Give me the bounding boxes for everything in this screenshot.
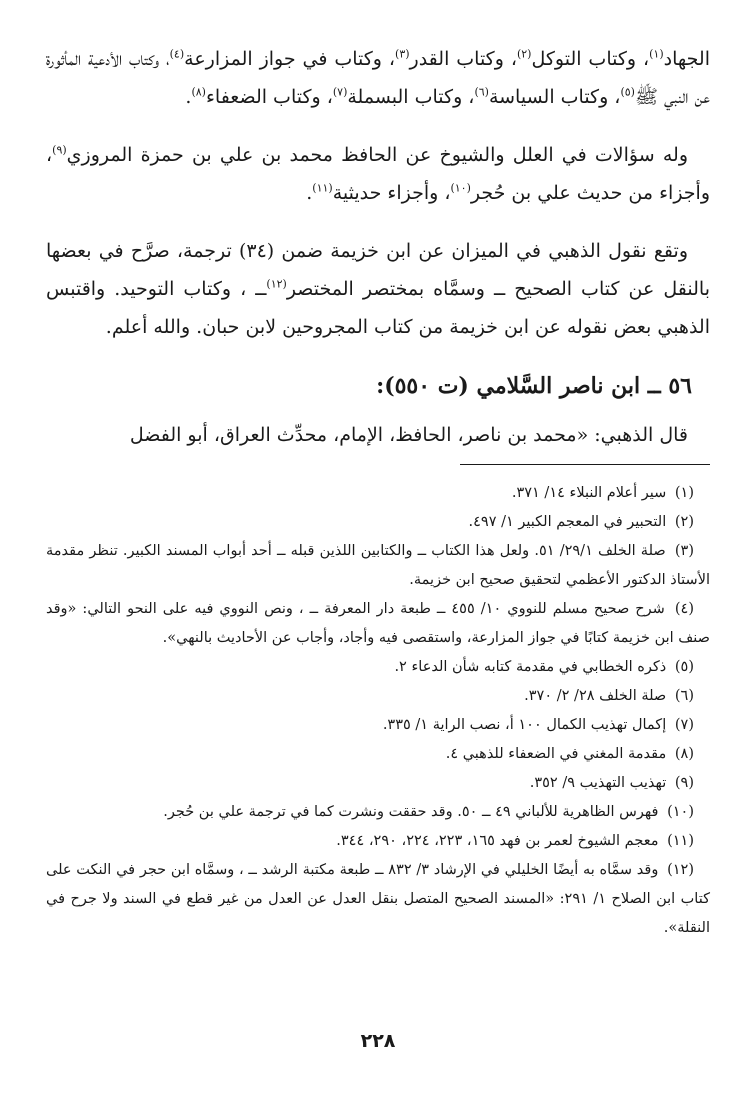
entry-heading: ٥٦ ــ ابن ناصر السَّلامي (ت ٥٥٠): — [376, 373, 692, 399]
paragraph-text: ، وأجزاء من حديث علي بن حُجر — [46, 144, 710, 204]
footnote-ref: (٣) — [395, 47, 410, 61]
footnote-item: (٢) التحبير في المعجم الكبير ١/ ٤٩٧. — [468, 514, 694, 530]
paragraph-dhahabi-citations — [46, 232, 710, 346]
page-number: ٢٢٨ — [360, 1030, 396, 1052]
footnote-ref: (٢) — [516, 47, 532, 61]
footnote-ref: (٦) — [474, 85, 489, 99]
footnotes-list — [46, 479, 710, 943]
paragraph-text: ، وكتاب القدر — [409, 48, 517, 70]
paragraph-text: ــ ، وكتاب التوحيد. واقتبس الذهبي بعض نقوله عن ابن خزيمة من كتاب المجروحين لابن حبان. والله أعلم. — [46, 278, 710, 338]
footnote-ref: (٧) — [332, 85, 348, 99]
paragraph-text: ، وكتاب الضعفاء — [205, 86, 333, 108]
paragraph-text: ، وكتاب في جواز المزارعة — [184, 48, 396, 70]
footnote-ref: (١٢) — [266, 277, 287, 291]
footnote-item: (٤) شرح صحيح مسلم للنووي ١٠/ ٤٥٥ ــ طبعة دار المعرفة ــ ، ونص النووي فيه على النحو التالي: «وقد صنف ابن خزيمة كتابًا في جواز المزارعة، واستقصى فيه وأجاد، وأجاب عن الأحاديث بالنهي». — [46, 601, 710, 646]
footnote-separator — [460, 464, 710, 465]
paragraph-text: ، وكتاب الأدعية المأثورة عن النبي ﷺ — [46, 48, 710, 108]
footnote-item: (٦) صلة الخلف ٢٨/ ٢/ ٣٧٠. — [524, 688, 694, 704]
footnote-item: (٩) تهذيب التهذيب ٩/ ٣٥٢. — [529, 775, 694, 791]
paragraph-text: . — [306, 182, 313, 204]
paragraph-text: وتقع نقول الذهبي في الميزان عن ابن خزيمة ضمن (٣٤) ترجمة، صرَّح في بعضها بالنقل عن كتاب الصحيح ــ وسمَّاه بمختصر المختصر — [46, 240, 710, 300]
paragraph-text: الجهاد — [663, 48, 710, 70]
paragraph-text: ، وكتاب البسملة — [347, 86, 475, 108]
paragraph-text: ، وكتاب السياسة — [488, 86, 621, 108]
footnote-ref: (٤) — [169, 47, 185, 61]
footnote-item: (١٠) فهرس الظاهرية للألباني ٤٩ ــ ٥٠. وقد حققت ونشرت كما في ترجمة علي بن حُجر. — [163, 804, 694, 820]
footnote-ref: (١١) — [312, 181, 333, 195]
footnote-ref: (٩) — [52, 143, 67, 157]
paragraph-works-list — [46, 40, 710, 116]
paragraph-text: ، وأجزاء حديثية — [332, 182, 451, 204]
page-body — [46, 40, 710, 943]
footnote-ref: (١٠) — [450, 181, 471, 195]
footnote-item: (٥) ذكره الخطابي في مقدمة كتابه شأن الدعاء ٢. — [394, 659, 694, 675]
paragraph-text: وله سؤالات في العلل والشيوخ عن الحافظ محمد بن علي بن حمزة المروزي — [66, 144, 688, 166]
entry-quote: قال الذهبي: «محمد بن ناصر، الحافظ، الإمام، محدِّث العراق، أبو الفضل — [129, 424, 688, 446]
paragraph-text: ، وكتاب التوكل — [531, 48, 650, 70]
footnote-ref: (٥) — [620, 85, 635, 99]
footnote-item: (١) سير أعلام النبلاء ١٤/ ٣٧١. — [511, 485, 694, 501]
footnote-item: (١١) معجم الشيوخ لعمر بن فهد ١٦٥، ٢٢٣، ٢٢٤، ٢٩٠، ٣٤٤. — [336, 833, 694, 849]
footnote-item: (٨) مقدمة المغني في الضعفاء للذهبي ٤. — [445, 746, 694, 762]
paragraph-text: . — [185, 86, 192, 108]
footnote-item: (١٢) وقد سمَّاه به أيضًا الخليلي في الإرشاد ٣/ ٨٣٢ ــ طبعة مكتبة الرشد ــ ، وسمَّاه ابن حجر في النكت على كتاب ابن الصلاح ١/ ٢٩١: «المسند الصحيح المتصل بنقل العدل عن العدل من غير قطع في السند ولا جرح في النقلة». — [46, 862, 711, 936]
paragraph-questions — [46, 136, 710, 212]
footnote-ref: (١) — [649, 47, 664, 61]
footnote-item: (٣) صلة الخلف ٢٩/١/ ٥١. ولعل هذا الكتاب ــ والكتابين اللذين قبله ــ أحد أبواب المسند الكبير. تنظر مقدمة الأستاذ الدكتور الأعظمي لتحقيق صحيح ابن خزيمة. — [46, 543, 710, 588]
footnote-ref: (٨) — [191, 85, 206, 99]
footnote-item: (٧) إكمال تهذيب الكمال ١٠٠ أ، نصب الراية ١/ ٣٣٥. — [382, 717, 694, 733]
